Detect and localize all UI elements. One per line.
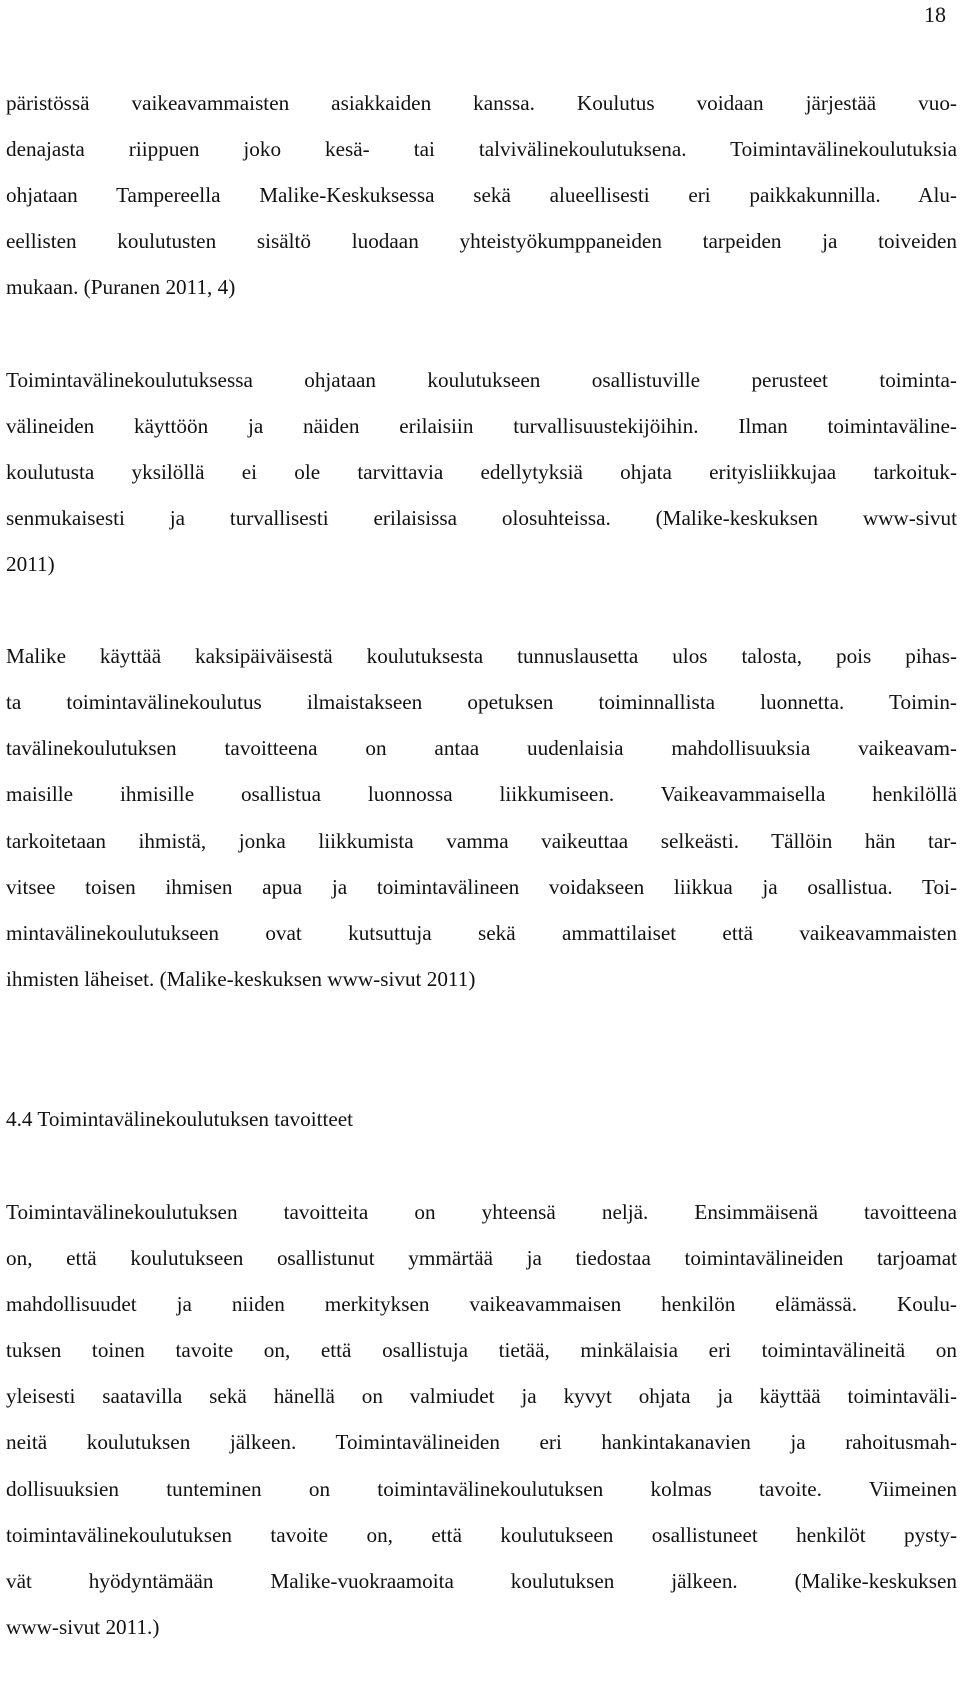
text-line: Toimintavälinekoulutuksen tavoitteita on yhteensä neljä. Ensimmäisenä tavoitteena <box>6 1199 957 1224</box>
text-line: eellisten koulutusten sisältö luodaan yhteistyökumppaneiden tarpeiden ja toiveiden <box>6 229 957 254</box>
text-line: koulutusta yksilöllä ei ole tarvittavia edellytyksiä ohjata erityisliikkujaa tarkoituk- <box>6 459 957 484</box>
text-line: neitä koulutuksen jälkeen. Toimintavälineiden eri hankintakanavien ja rahoitusmah- <box>6 1430 957 1455</box>
paragraph-2 <box>6 357 957 587</box>
text-line: toimintavälinekoulutuksen tavoite on, että koulutukseen osallistuneet henkilöt pysty- <box>6 1522 957 1547</box>
text-line: maisille ihmisille osallistua luonnossa liikkumiseen. Vaikeavammaisella henkilöllä <box>6 782 957 807</box>
text-line: mintavälinekoulutukseen ovat kutsuttuja sekä ammattilaiset että vaikeavammaisten <box>6 920 957 945</box>
page-number: 18 <box>924 2 946 27</box>
text-line: välineiden käyttöön ja näiden erilaisiin turvallisuustekijöihin. Ilman toimintaväline- <box>6 413 957 438</box>
text-line: tarkoitetaan ihmistä, jonka liikkumista vamma vaikeuttaa selkeästi. Tällöin hän tar- <box>6 828 957 853</box>
text-line: ihmisten läheiset. (Malike-keskuksen www-sivut 2011) <box>6 966 476 991</box>
text-line: tavälinekoulutuksen tavoitteena on antaa uudenlaisia mahdollisuuksia vaikeavam- <box>6 736 957 761</box>
text-line: mahdollisuudet ja niiden merkityksen vaikeavammaisen henkilön elämässä. Koulu- <box>6 1292 957 1317</box>
text-line: dollisuuksien tunteminen on toimintavälinekoulutuksen kolmas tavoite. Viimeinen <box>6 1476 957 1501</box>
text-line: ta toimintavälinekoulutus ilmaistakseen opetuksen toiminnallista luonnetta. Toimin- <box>6 690 957 715</box>
text-line: senmukaisesti ja turvallisesti erilaisissa olosuhteissa. (Malike-keskuksen www-sivut <box>6 505 957 530</box>
text-line: www-sivut 2011.) <box>6 1614 160 1639</box>
text-line: mukaan. (Puranen 2011, 4) <box>6 275 236 300</box>
text-line: on, että koulutukseen osallistunut ymmärtää ja tiedostaa toimintavälineiden tarjoamat <box>6 1246 957 1271</box>
paragraph-4 <box>6 1189 957 1650</box>
text-line: vät hyödyntämään Malike-vuokraamoita koulutuksen jälkeen. (Malike-keskuksen <box>6 1568 957 1593</box>
text-line: ohjataan Tampereella Malike-Keskuksessa sekä alueellisesti eri paikkakunnilla. Alu- <box>6 183 957 208</box>
text-line: päristössä vaikeavammaisten asiakkaiden kanssa. Koulutus voidaan järjestää vuo- <box>6 91 957 115</box>
paragraph-3 <box>6 633 957 1002</box>
section-heading: 4.4 Toimintavälinekoulutuksen tavoitteet <box>6 1106 354 1131</box>
text-line: Malike käyttää kaksipäiväisestä koulutuksesta tunnuslausetta ulos talosta, pois pihas- <box>6 644 957 669</box>
text-line: vitsee toisen ihmisen apua ja toimintavälineen voidakseen liikkua ja osallistua. Toi- <box>6 874 957 899</box>
text-line: tuksen toinen tavoite on, että osallistuja tietää, minkälaisia eri toimintavälineitä on <box>6 1338 957 1363</box>
text-line: yleisesti saatavilla sekä hänellä on valmiudet ja kyvyt ohjata ja käyttää toimintaväli- <box>6 1384 957 1409</box>
text-line: Toimintavälinekoulutuksessa ohjataan koulutukseen osallistuville perusteet toiminta- <box>6 367 957 392</box>
page-content <box>6 80 957 1650</box>
text-line: denajasta riippuen joko kesä- tai talvivälinekoulutuksena. Toimintavälinekoulutuksia <box>6 137 957 162</box>
text-line: 2011) <box>6 551 55 576</box>
paragraph-1 <box>6 80 957 310</box>
